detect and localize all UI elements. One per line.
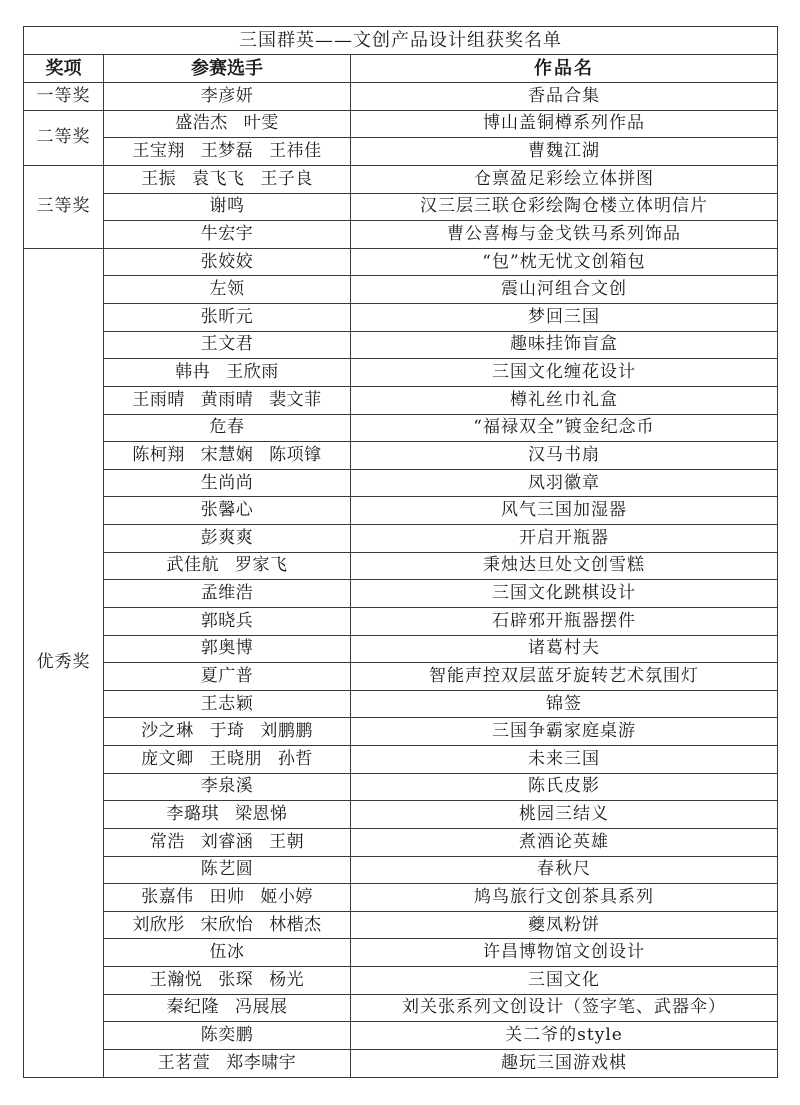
table-row <box>24 580 778 608</box>
work-title-cell: 石辟邪开瓶器摆件 <box>351 607 778 635</box>
work-title-cell: 曹公喜梅与金戈铁马系列饰品 <box>351 221 778 249</box>
table-row <box>24 469 778 497</box>
work-title-cell: 桃园三结义 <box>351 801 778 829</box>
award-list-table <box>23 26 778 1078</box>
table-row <box>24 331 778 359</box>
work-title-cell: 博山盖铜樽系列作品 <box>351 110 778 138</box>
table-row <box>24 276 778 304</box>
participants-cell: 韩冉 王欣雨 <box>104 359 351 387</box>
work-title-cell: 樽礼丝巾礼盒 <box>351 386 778 414</box>
title-row <box>24 27 778 55</box>
table-row <box>24 552 778 580</box>
participants-cell: 王雨晴 黄雨晴 裴文菲 <box>104 386 351 414</box>
award-level-cell: 三等奖 <box>24 165 104 248</box>
work-title-cell: 秉烛达旦处文创雪糕 <box>351 552 778 580</box>
participants-cell: 陈柯翔 宋慧娴 陈项镎 <box>104 442 351 470</box>
work-title-cell: 香品合集 <box>351 83 778 111</box>
participants-cell: 秦纪隆 冯展展 <box>104 994 351 1022</box>
work-title-cell: 许昌博物馆文创设计 <box>351 939 778 967</box>
work-title-cell: 震山河组合文创 <box>351 276 778 304</box>
participants-cell: 王振 袁飞飞 王子良 <box>104 165 351 193</box>
work-title-cell: 煮酒论英雄 <box>351 828 778 856</box>
work-title-cell: 关二爷的style <box>351 1022 778 1050</box>
table-row <box>24 607 778 635</box>
participants-cell: 郭奥博 <box>104 635 351 663</box>
work-title-cell: 仓禀盈足彩绘立体拼图 <box>351 165 778 193</box>
work-title-cell: 三国文化缠花设计 <box>351 359 778 387</box>
work-title-cell: 风气三国加湿器 <box>351 497 778 525</box>
table-row <box>24 939 778 967</box>
work-title-cell: 趣玩三国游戏棋 <box>351 1049 778 1077</box>
table-title: 三国群英——文创产品设计组获奖名单 <box>24 27 778 55</box>
table-row <box>24 83 778 111</box>
table-row <box>24 718 778 746</box>
table-row <box>24 304 778 332</box>
table-row <box>24 994 778 1022</box>
table-row <box>24 690 778 718</box>
table-row <box>24 193 778 221</box>
participants-cell: 常浩 刘睿涵 王朝 <box>104 828 351 856</box>
participants-cell: 王志颖 <box>104 690 351 718</box>
table-row <box>24 359 778 387</box>
participants-cell: 李彦妍 <box>104 83 351 111</box>
award-level-cell: 二等奖 <box>24 110 104 165</box>
table-row <box>24 967 778 995</box>
participants-cell: 庞文卿 王晓朋 孙哲 <box>104 746 351 774</box>
participants-cell: 彭爽爽 <box>104 525 351 553</box>
participants-cell: 牛宏宇 <box>104 221 351 249</box>
table-row <box>24 856 778 884</box>
table-row <box>24 911 778 939</box>
participants-cell: 伍冰 <box>104 939 351 967</box>
table-row <box>24 1049 778 1077</box>
participants-cell: 陈艺圆 <box>104 856 351 884</box>
participants-cell: 张嘉伟 田帅 姬小婷 <box>104 884 351 912</box>
work-title-cell: “包”枕无忧文创箱包 <box>351 248 778 276</box>
table-row <box>24 801 778 829</box>
table-row <box>24 386 778 414</box>
table-row <box>24 248 778 276</box>
table-row <box>24 414 778 442</box>
participants-cell: 左领 <box>104 276 351 304</box>
table-row <box>24 663 778 691</box>
participants-cell: 生尚尚 <box>104 469 351 497</box>
table-row <box>24 497 778 525</box>
table-row <box>24 1022 778 1050</box>
participants-cell: 武佳航 罗家飞 <box>104 552 351 580</box>
participants-cell: 李璐琪 梁恩悌 <box>104 801 351 829</box>
work-title-cell: 汉三层三联仓彩绘陶仓楼立体明信片 <box>351 193 778 221</box>
table-row <box>24 773 778 801</box>
participants-cell: 沙之琳 于琦 刘鹏鹏 <box>104 718 351 746</box>
work-title-cell: 鸠鸟旅行文创茶具系列 <box>351 884 778 912</box>
work-title-cell: 诸葛村夫 <box>351 635 778 663</box>
participants-cell: 李泉溪 <box>104 773 351 801</box>
table-row <box>24 442 778 470</box>
participants-cell: 郭晓兵 <box>104 607 351 635</box>
participants-cell: 夏广普 <box>104 663 351 691</box>
work-title-cell: 三国文化 <box>351 967 778 995</box>
participants-cell: 王瀚悦 张琛 杨光 <box>104 967 351 995</box>
header-work: 作品名 <box>351 55 778 83</box>
work-title-cell: 曹魏江湖 <box>351 138 778 166</box>
participants-cell: 张馨心 <box>104 497 351 525</box>
work-title-cell: 未来三国 <box>351 746 778 774</box>
participants-cell: 王文君 <box>104 331 351 359</box>
participants-cell: 危春 <box>104 414 351 442</box>
participants-cell: 王茗萱 郑李啸宇 <box>104 1049 351 1077</box>
work-title-cell: 锦签 <box>351 690 778 718</box>
participants-cell: 陈奕鹏 <box>104 1022 351 1050</box>
work-title-cell: 刘关张系列文创设计（签字笔、武器伞） <box>351 994 778 1022</box>
participants-cell: 孟维浩 <box>104 580 351 608</box>
table-row <box>24 110 778 138</box>
work-title-cell: 三国文化跳棋设计 <box>351 580 778 608</box>
work-title-cell: 陈氏皮影 <box>351 773 778 801</box>
header-row <box>24 55 778 83</box>
table-row <box>24 635 778 663</box>
participants-cell: 张昕元 <box>104 304 351 332</box>
work-title-cell: 开启开瓶器 <box>351 525 778 553</box>
work-title-cell: 智能声控双层蓝牙旋转艺术氛围灯 <box>351 663 778 691</box>
table-row <box>24 525 778 553</box>
table-row <box>24 221 778 249</box>
work-title-cell: 春秋尺 <box>351 856 778 884</box>
participants-cell: 盛浩杰 叶雯 <box>104 110 351 138</box>
work-title-cell: 汉马书扇 <box>351 442 778 470</box>
participants-cell: 张姣姣 <box>104 248 351 276</box>
table-row <box>24 138 778 166</box>
work-title-cell: 凤羽徽章 <box>351 469 778 497</box>
header-participants: 参赛选手 <box>104 55 351 83</box>
participants-cell: 谢鸣 <box>104 193 351 221</box>
work-title-cell: “福禄双全”镀金纪念币 <box>351 414 778 442</box>
award-list-body <box>24 27 778 1078</box>
table-row <box>24 828 778 856</box>
participants-cell: 刘欣彤 宋欣怡 林楷杰 <box>104 911 351 939</box>
award-level-cell: 一等奖 <box>24 83 104 111</box>
work-title-cell: 夔凤粉饼 <box>351 911 778 939</box>
table-row <box>24 884 778 912</box>
work-title-cell: 趣味挂饰盲盒 <box>351 331 778 359</box>
work-title-cell: 三国争霸家庭桌游 <box>351 718 778 746</box>
participants-cell: 王宝翔 王梦磊 王祎佳 <box>104 138 351 166</box>
header-award: 奖项 <box>24 55 104 83</box>
award-level-cell: 优秀奖 <box>24 248 104 1077</box>
work-title-cell: 梦回三国 <box>351 304 778 332</box>
table-row <box>24 746 778 774</box>
table-row <box>24 165 778 193</box>
